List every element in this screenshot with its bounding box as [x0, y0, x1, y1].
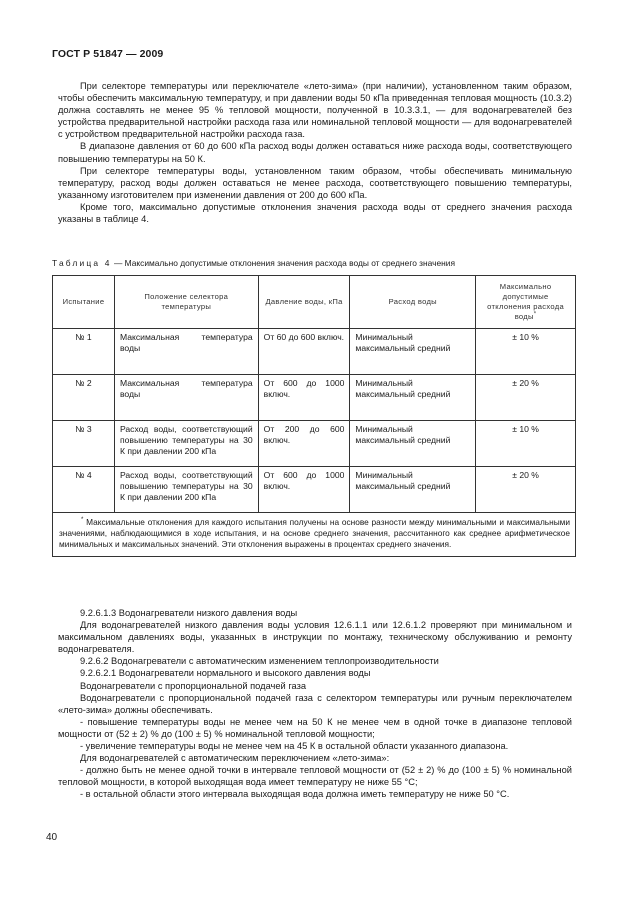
paragraph: Кроме того, максимально допустимые отклонения значения расхода воды от среднего значения расхода указаны в таблице 4.: [58, 201, 572, 225]
cell-pressure: От 600 до 1000 включ.: [258, 375, 350, 421]
paragraph: При селекторе температуры или переключателе «лето-зима» (при наличии), установленном таким образом, чтобы обеспечить максимальную температуру, и при давлении воды 50 кПа приведенная тепловая мощность (10.3.2) должна составлять не менее 95 % тепловой мощности, полученной в 10.3.3.1, — для водонагревателей без устройства предварительной настройки расхода газа или номинальной тепловой мощности — для водонагревателей с устройством предварительной настройки расхода газа.: [58, 81, 572, 140]
subheading: Водонагреватели с пропорциональной подачей газа: [80, 680, 307, 691]
paragraph: Водонагреватели с пропорциональной подачей газа с селектором температуры или ручным переключателем «лето-зима» должны обеспечивать.: [58, 692, 572, 715]
list-item: - должно быть не менее одной точки в интервале тепловой мощности от (52 ± 2) % до (100 ± 5) % номинальной тепловой мощности, в которой выходящая вода имеет температуру не ниже 55 °С;: [58, 765, 572, 788]
cell-test: № 3: [53, 421, 115, 467]
cell-selector: Расход воды, соответствующий повышению температуры на 30 К при давлении 200 кПа: [114, 467, 258, 513]
table-note-row: [53, 513, 576, 557]
header-test: Испытание: [53, 276, 115, 329]
list-item: - в остальной области этого интервала выходящая вода должна иметь температуру не ниже 50 °С.: [80, 789, 510, 800]
cell-flow: Минимальный максимальный средний: [350, 467, 476, 513]
cell-deviation: ± 10 %: [476, 421, 576, 467]
table-note-text: [59, 517, 570, 550]
cell-pressure: От 600 до 1000 включ.: [258, 467, 350, 513]
list-item: - увеличение температуры воды не менее чем на 45 К в остальной области указанного диапазона.: [80, 741, 509, 752]
cell-deviation: ± 10 %: [476, 329, 576, 375]
table-row: [53, 375, 576, 421]
cell-test: № 2: [53, 375, 115, 421]
table-row: [53, 329, 576, 375]
note-body: Максимальные отклонения для каждого испытания получены на основе разности между минимальными и максимальными значениями, наблюдающимися в ходе испытания, и на основе среднего значения, рассчитанного как среднее арифметическое минимальных и максимальных значений. Эти отклонения выражены в процентах среднего значения.: [59, 517, 570, 549]
header-flow: Расход воды: [350, 276, 476, 329]
body-text: [58, 607, 572, 801]
page-number: 40: [46, 832, 58, 843]
table-caption: [52, 258, 455, 268]
section-heading: 9.2.6.2 Водонагреватели с автоматическим изменением теплопроизводительности: [80, 656, 439, 667]
table-caption-text: — Максимально допустимые отклонения значения расхода воды от среднего значения: [111, 258, 455, 268]
paragraph: Для водонагревателей низкого давления воды условия 12.6.1.1 или 12.6.1.2 проверяют при минимальном и максимальном давлениях воды, указанных в инструкции по монтажу, техническому обслуживанию и ремонту водонагревателя.: [58, 620, 572, 655]
cell-deviation: ± 20 %: [476, 467, 576, 513]
cell-selector: Максимальная температура воды: [114, 375, 258, 421]
table-row: [53, 467, 576, 513]
cell-test: № 4: [53, 467, 115, 513]
deviation-table: [52, 275, 576, 557]
cell-selector: Максимальная температура воды: [114, 329, 258, 375]
cell-deviation: ± 20 %: [476, 375, 576, 421]
cell-flow: Минимальный максимальный средний: [350, 375, 476, 421]
table-row: [53, 421, 576, 467]
cell-flow: Минимальный максимальный средний: [350, 329, 476, 375]
header-deviation-text: Максимально допустимые отклонения расхода воды: [487, 282, 564, 321]
cell-test: № 1: [53, 329, 115, 375]
table-caption-label: Таблица 4: [52, 258, 112, 268]
footnote-mark: *: [81, 517, 84, 524]
table-note: [53, 513, 576, 557]
document-header: ГОСТ Р 51847 — 2009: [52, 48, 164, 60]
cell-selector: Расход воды, соответствующий повышению температуры на 30 К при давлении 200 кПа: [114, 421, 258, 467]
section-heading: 9.2.6.1.3 Водонагреватели низкого давления воды: [80, 608, 298, 618]
cell-pressure: От 200 до 600 включ.: [258, 421, 350, 467]
section-heading: 9.2.6.2.1 Водонагреватели нормального и высокого давления воды: [80, 668, 371, 679]
header-selector: Положение селектора температуры: [114, 276, 258, 329]
cell-flow: Минимальный максимальный средний: [350, 421, 476, 467]
header-deviation: [476, 276, 576, 329]
paragraph: При селекторе температуры воды, установленном таким образом, чтобы обеспечивать минимальную температуру, расход воды должен оставаться не менее расхода, соответствующего повышению температуры, указанному изготовителем при изменении давления от 200 до 600 кПа.: [58, 165, 572, 200]
paragraph: Для водонагревателей с автоматическим переключением «лето-зима»:: [80, 753, 390, 764]
cell-pressure: От 60 до 600 включ.: [258, 329, 350, 375]
intro-text: [58, 80, 572, 225]
header-pressure: Давление воды, кПа: [258, 276, 350, 329]
paragraph: В диапазоне давления от 60 до 600 кПа расход воды должен оставаться ниже расхода воды, соответствующего повышению температуры на 50 К.: [58, 141, 572, 164]
list-item: - повышение температуры воды не менее чем на 50 К не менее чем в одной точке в диапазоне тепловой мощности от (52 ± 2) % до (100 ± 5) % номинальной тепловой мощности;: [58, 716, 572, 739]
footnote-mark: *: [533, 311, 537, 318]
table-header-row: [53, 276, 576, 329]
